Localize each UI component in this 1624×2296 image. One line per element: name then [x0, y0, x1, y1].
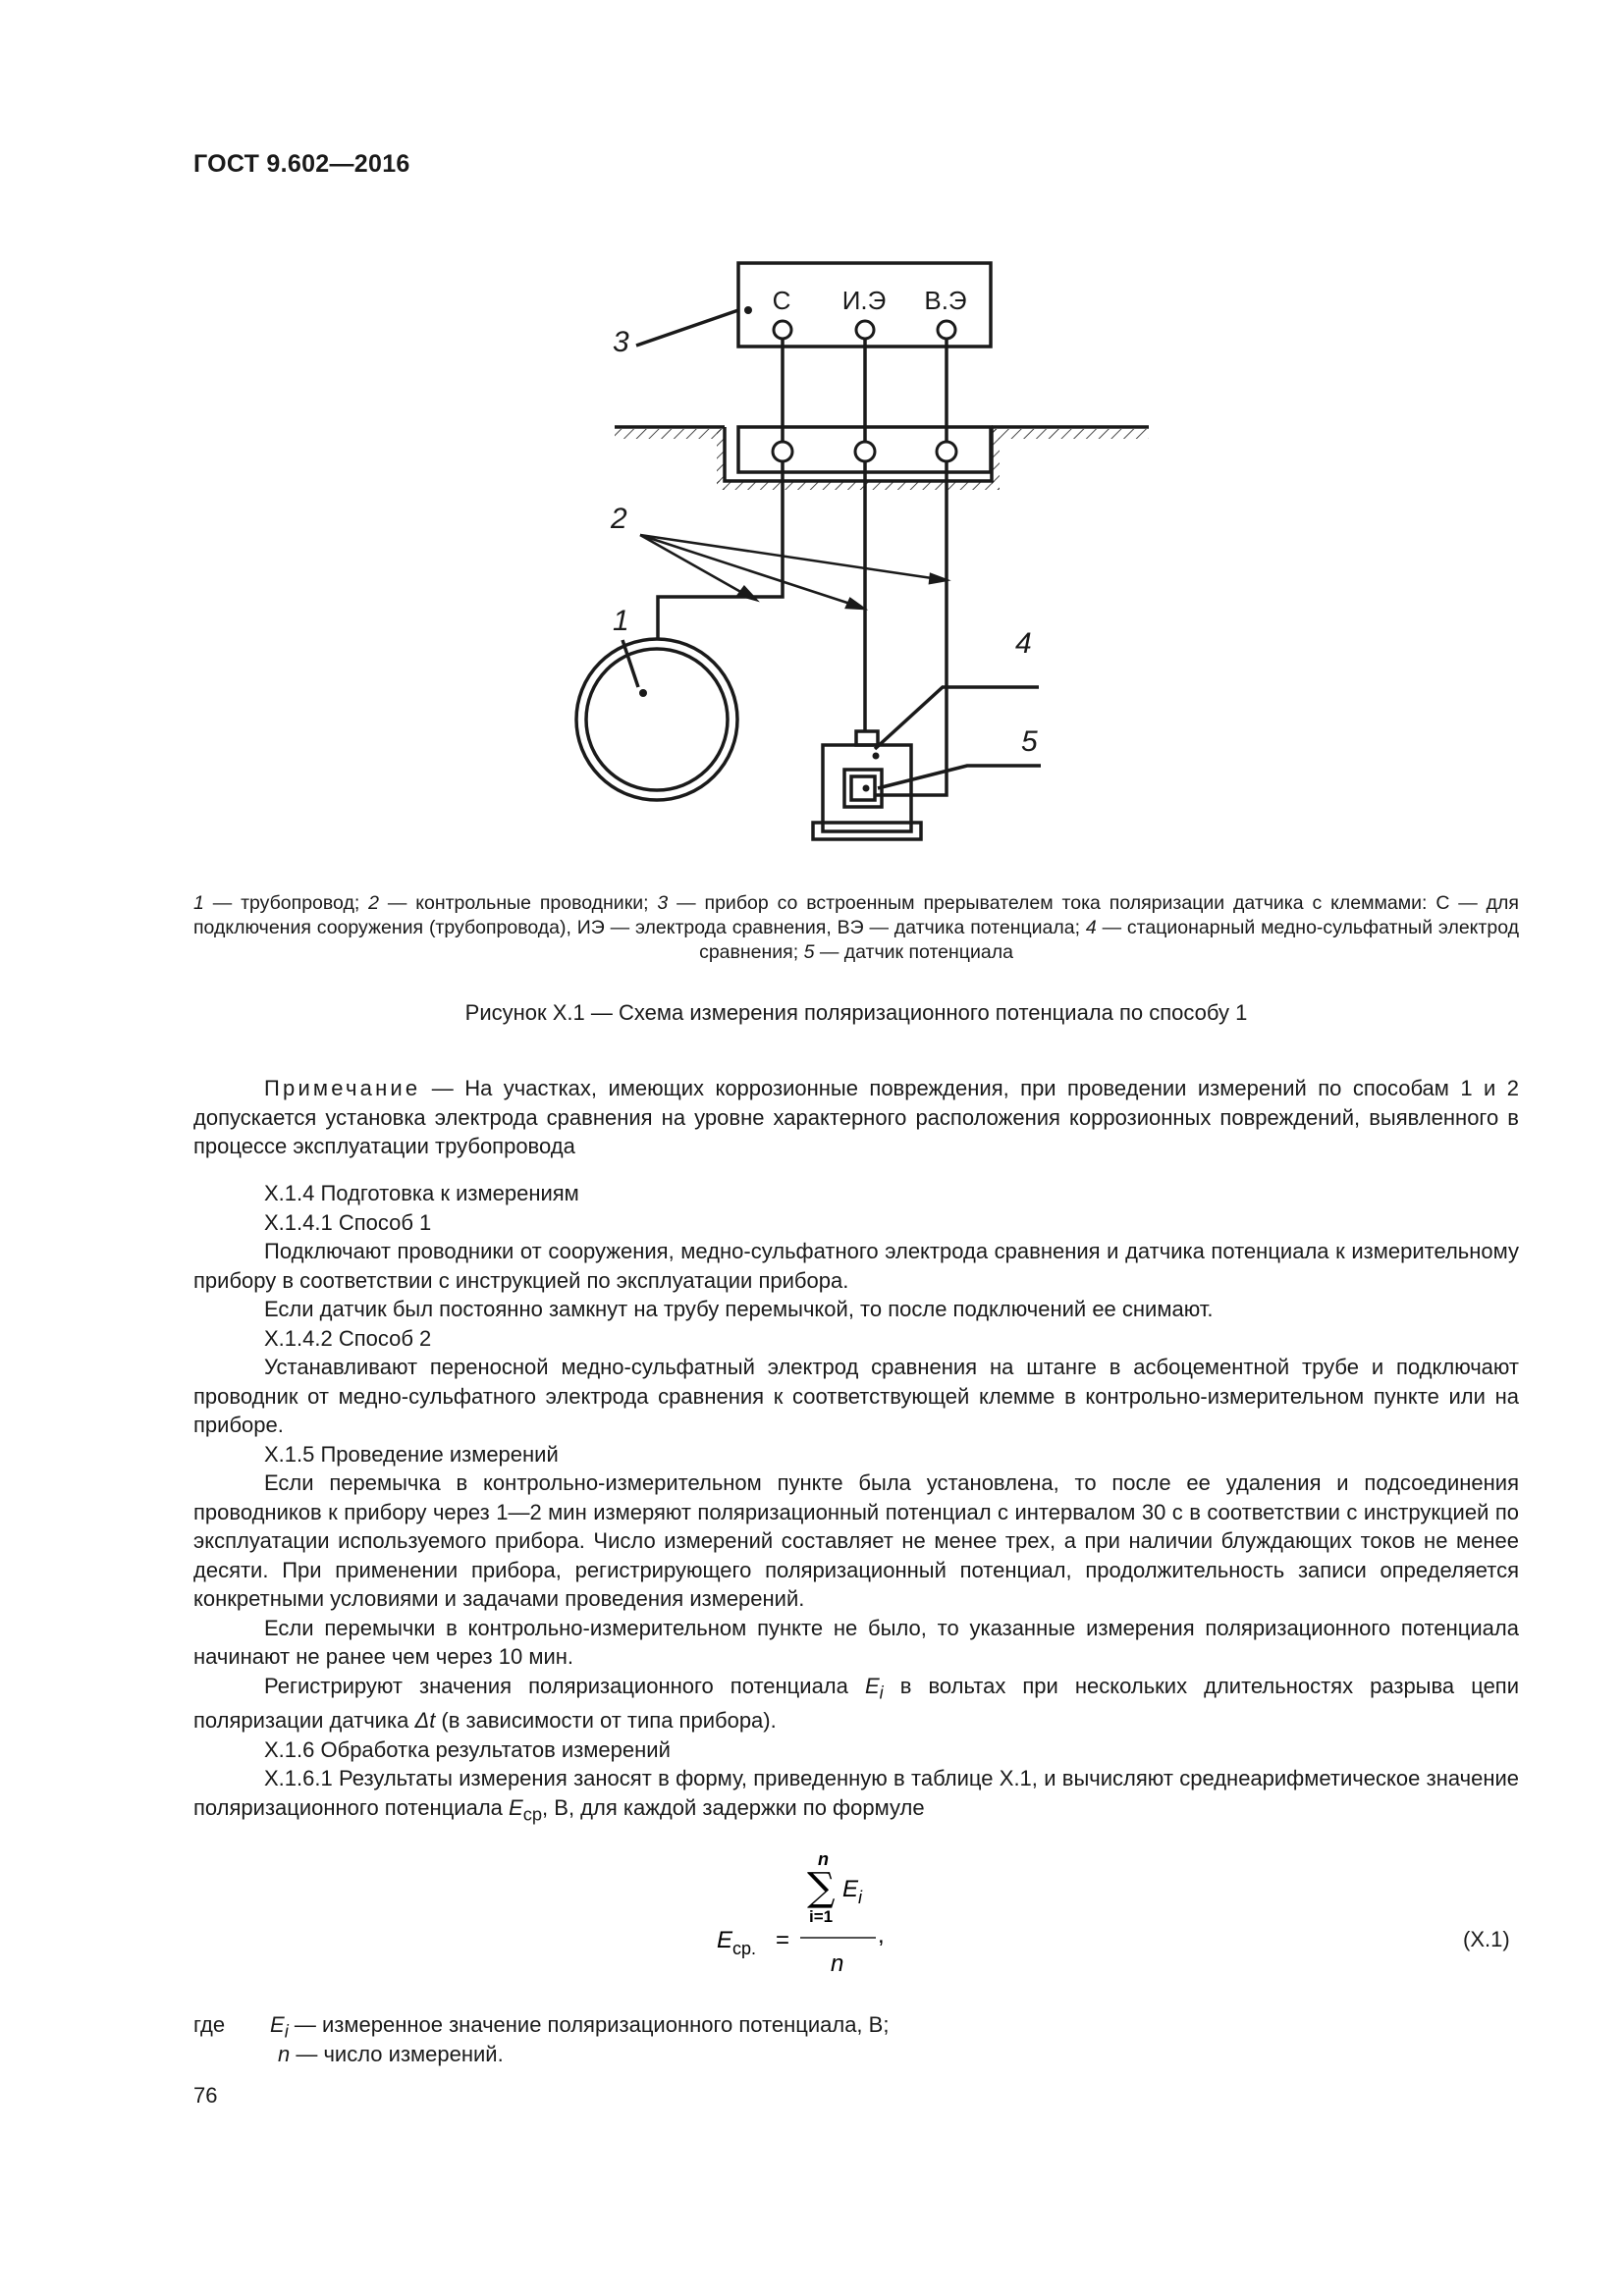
paragraph: Регистрируют значения поляризационного потенциала $E_i$ в вольтах при нескольких длительностях разрыва цепи поляризации датчика Δt (в зависимости от типа прибора). — [193, 1673, 1520, 1734]
measurement-scheme-figure — [0, 0, 1624, 883]
where-word: где — [193, 2012, 226, 2037]
svg-text:E: E — [717, 1927, 733, 1953]
section-heading-x16: Х.1.6 Обработка результатов измерений — [264, 1736, 671, 1762]
figure-caption: Рисунок Х.1 — Схема измерения поляризационного потенциала по способу 1 — [464, 1000, 1248, 1025]
terminal-label-c: С — [772, 286, 791, 315]
paragraph: Устанавливают переносной медно-сульфатный электрод сравнения на штанге в асбоцементной трубе и подключают проводник от медно-сульфатного электрода сравнения к соответствующей клемме в контрольно-измерительном пункте или на приборе. — [193, 1355, 1519, 1437]
paragraph: Если перемычки в контрольно-измерительном пункте не было, то указанные измерения поляризационного потенциала начинают не ранее чем через 10 мин. — [193, 1615, 1519, 1669]
note-block — [193, 1074, 1519, 1161]
callout-3: 3 — [613, 326, 629, 358]
paragraph: Подключают проводники от сооружения, медно-сульфатного электрода сравнения и датчика потенциала к измерительному прибору в соответствии с инструкцией по эксплуатации прибора. — [193, 1239, 1519, 1293]
document-header: ГОСТ 9.602—2016 — [193, 150, 410, 178]
svg-text:n: n — [818, 1849, 829, 1869]
where-e: $E_i$ — измеренное значение поляризационного потенциала, В; — [270, 2012, 890, 2042]
electrode-cap — [856, 731, 878, 745]
body-text — [193, 1179, 1519, 1829]
note-paragraph — [193, 1074, 1519, 1161]
where-n: n — число измерений. — [278, 2042, 504, 2066]
svg-text:n: n — [831, 1950, 844, 1977]
formula-number: (Х.1) — [1463, 1927, 1510, 1951]
svg-text:,: , — [878, 1922, 885, 1949]
svg-text:∑: ∑ — [807, 1865, 836, 1910]
paragraph: Если перемычка в контрольно-измерительном пункте была установлена, то после ее удаления и подсоединения проводников к прибору через 1—2 мин измеряют поляризационный потенциал с интервалом 30 с в соответствии с инструкцией по эксплуатации используемого прибора. Число измерений составляет не менее трех, а при наличии блуждающих токов не менее десяти. При применении прибора, регистрирующего поляризационный потенциал, продолжительность записи определяется конкретными условиями и задачами проведения измерений. — [193, 1470, 1519, 1611]
svg-text:=: = — [776, 1927, 790, 1953]
mean-potential-formula — [687, 1842, 962, 1989]
callout-2: 2 — [611, 503, 627, 535]
note-label: Примечание — [264, 1076, 421, 1100]
section-heading-x141: Х.1.4.1 Способ 1 — [264, 1209, 432, 1235]
figure-legend: 1 — трубопровод; 2 — контрольные проводники; 3 — прибор со встроенным прерывателем тока поляризации датчика с клеммами: С — для подключения сооружения (трубопровода), ИЭ — электрода сравнения, ВЭ — датчика потенциала; 4 — стационарный медно-сульфатный электрод сравнения; 5 — датчик потенциала — [193, 892, 1519, 963]
terminal-label-ie: И.Э — [841, 286, 887, 315]
section-heading-x15: Х.1.5 Проведение измерений — [264, 1441, 559, 1467]
paragraph: Если датчик был постоянно замкнут на трубу перемычкой, то после подключений ее снимают. — [264, 1297, 1214, 1321]
svg-text:ср.: ср. — [732, 1939, 757, 1958]
note-text: — На участках, имеющих коррозионные повреждения, при проведении измерений по способам 1 и 2 допускается установка электрода сравнения на уровне характерного расположения коррозионных повреждений, выявленного в процессе эксплуатации трубопровода — [193, 1076, 1519, 1158]
svg-text:i: i — [858, 1888, 862, 1907]
terminal-label-ve: В.Э — [924, 286, 967, 315]
pipeline — [576, 639, 737, 800]
callout-5: 5 — [1021, 725, 1038, 758]
section-heading-x142: Х.1.4.2 Способ 2 — [264, 1325, 432, 1351]
svg-text:i=1: i=1 — [809, 1907, 834, 1926]
page-number: 76 — [193, 2083, 218, 2108]
callout-4: 4 — [1015, 627, 1032, 660]
callout-1: 1 — [613, 605, 629, 637]
paragraph: Х.1.6.1 Результаты измерения заносят в форму, приведенную в таблице Х.1, и вычисляют среднеарифметическое значение поляризационного потенциала $E_{ср}$, В, для каждой задержки по формуле — [193, 1766, 1519, 1825]
section-heading-x14: Х.1.4 Подготовка к измерениям — [264, 1181, 579, 1205]
svg-text:E: E — [842, 1876, 859, 1902]
